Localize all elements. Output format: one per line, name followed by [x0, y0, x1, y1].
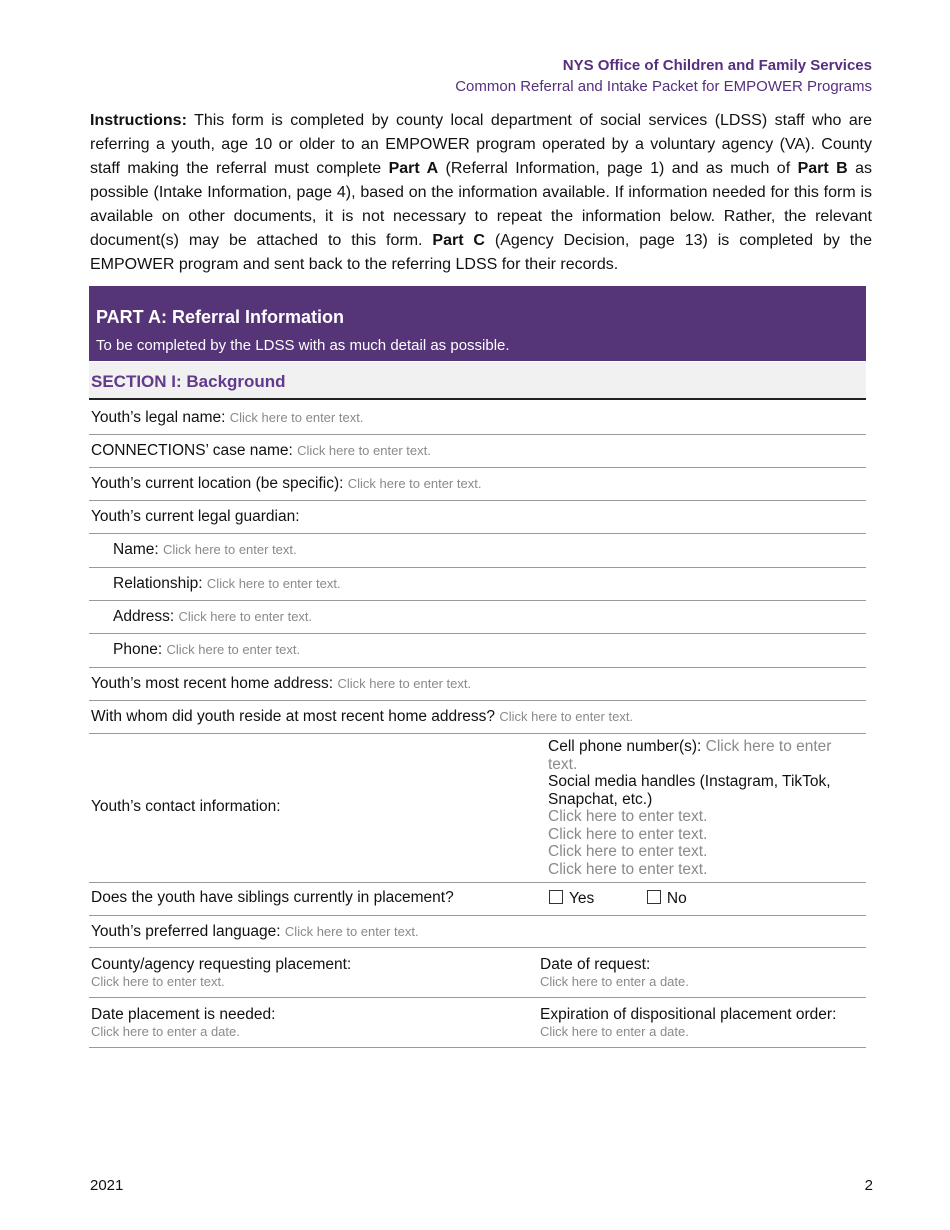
field-row-legal-name [89, 401, 866, 435]
field-label: Relationship: [113, 575, 203, 592]
field-row-siblings [89, 883, 866, 916]
field-row-language [89, 916, 866, 948]
home-address-input[interactable]: Click here to enter text. [337, 676, 472, 691]
cell-input[interactable]: Click here to enter text. [548, 738, 832, 773]
field-label: Date of request: [540, 956, 651, 973]
field-label: Youth’s legal name: [91, 409, 226, 426]
field-row-guardian-relationship [89, 568, 866, 601]
social-label: Social media handles (Instagram, TikTok, Snapchat, etc.) [548, 773, 831, 808]
field-row-reside-with [89, 701, 866, 734]
instructions [90, 109, 872, 277]
guardian-address-input[interactable]: Click here to enter text. [178, 609, 313, 624]
yes-option[interactable] [549, 890, 594, 907]
field-row-county-date [89, 948, 866, 998]
field-row-guardian-name [89, 534, 866, 568]
social-input-1[interactable]: Click here to enter text. [548, 808, 708, 825]
yes-label: Yes [569, 890, 595, 907]
instructions-text: (Referral Information, page 1) and as much of [438, 160, 798, 177]
location-input[interactable]: Click here to enter text. [347, 476, 482, 491]
language-input[interactable]: Click here to enter text. [284, 924, 419, 939]
contact-details [548, 738, 848, 878]
field-label: Youth’s current legal guardian: [91, 508, 300, 525]
field-label: Youth’s current location (be specific): [91, 475, 344, 492]
date-needed-input[interactable]: Click here to enter a date. [91, 1024, 240, 1039]
part-b-ref: Part B [797, 160, 848, 177]
field-label: Date placement is needed: [91, 1006, 276, 1023]
field-label: County/agency requesting placement: [91, 956, 352, 973]
instructions-text: as possible (Intake Information, page 4), based on the information available. If information needed for this form is available on other documents, it is not necessary to repeat the information below. Rather, the relevant document(s) may be attached to this form. [90, 160, 873, 249]
legal-name-input[interactable]: Click here to enter text. [229, 410, 364, 425]
section-header [89, 362, 866, 400]
field-label: Youth’s contact information: [91, 798, 281, 815]
no-checkbox[interactable] [647, 890, 661, 904]
social-input-2[interactable]: Click here to enter text. [548, 825, 708, 843]
packet-title: Common Referral and Intake Packet for EMPOWER Programs [455, 78, 872, 95]
cell-label: Cell phone number(s): [548, 738, 702, 755]
social-input-4[interactable]: Click here to enter text. [548, 860, 708, 878]
instructions-label: Instructions: [90, 112, 187, 129]
instructions-text: This form is completed by county local department of social services (LDSS) staff who are referring a youth, age 10 or older to an EMPOWER program operated by a voluntary agency (VA). County staff making the referral must complete [90, 112, 872, 177]
field-label: Phone: [113, 641, 163, 658]
yes-checkbox[interactable] [549, 890, 563, 904]
county-input[interactable]: Click here to enter text. [91, 974, 225, 989]
field-row-guardian [89, 501, 866, 534]
part-a-title: PART A: Referral Information [96, 307, 345, 327]
page-number: 2 [864, 1177, 873, 1194]
field-row-guardian-address [89, 601, 866, 634]
field-row-guardian-phone [89, 634, 866, 668]
section-title: SECTION I: Background [91, 372, 286, 391]
expiration-input[interactable]: Click here to enter a date. [540, 1024, 689, 1039]
guardian-relationship-input[interactable]: Click here to enter text. [206, 576, 341, 591]
guardian-phone-input[interactable]: Click here to enter text. [166, 642, 301, 657]
guardian-name-input[interactable]: Click here to enter text. [162, 542, 297, 557]
reside-with-input[interactable]: Click here to enter text. [499, 709, 634, 724]
field-label: Name: [113, 541, 159, 558]
field-row-location [89, 468, 866, 501]
part-a-ref: Part A [388, 160, 439, 177]
field-label: Address: [113, 608, 175, 625]
field-row-dates [89, 998, 866, 1048]
part-a-banner [89, 286, 866, 361]
case-name-input[interactable]: Click here to enter text. [297, 443, 431, 458]
field-label: Does the youth have siblings currently in placement? [91, 889, 454, 906]
field-label: Expiration of dispositional placement order: [540, 1006, 837, 1023]
no-option[interactable] [647, 890, 687, 907]
field-label: Youth’s preferred language: [91, 923, 281, 940]
part-c-ref: Part C [432, 232, 485, 249]
field-row-case-name [89, 435, 866, 468]
no-label: No [666, 890, 687, 907]
instructions-text: (Agency Decision, page 13) is completed by the EMPOWER program and sent back to the referring LDSS for their records. [90, 232, 872, 273]
page-header [455, 55, 872, 97]
social-input-3[interactable]: Click here to enter text. [548, 843, 708, 860]
field-label: With whom did youth reside at most recent home address? [91, 708, 496, 725]
part-a-subtitle: To be completed by the LDSS with as much detail as possible. [96, 337, 510, 354]
org-name: NYS Office of Children and Family Services [562, 57, 872, 74]
footer-year: 2021 [90, 1177, 124, 1194]
field-label: Youth’s most recent home address: [91, 675, 334, 692]
field-row-home-address [89, 668, 866, 701]
date-request-input[interactable]: Click here to enter a date. [540, 974, 689, 989]
field-label: CONNECTIONS’ case name: [91, 442, 293, 459]
field-row-contact [89, 734, 866, 883]
